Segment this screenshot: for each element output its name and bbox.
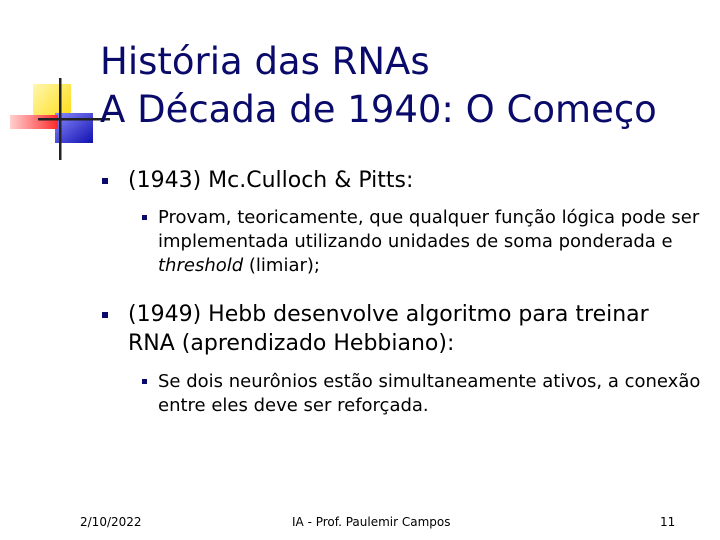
slide-title	[100, 38, 700, 134]
bullet-text: (1943) Mc.Culloch & Pitts:	[128, 168, 414, 193]
slide-title-line-2: A Década de 1940: O Começo	[100, 88, 657, 131]
sub-bullet-square-icon	[142, 379, 147, 384]
sub-bullet-text-part: Provam, teoricamente, que qualquer função lógica pode ser implementada utilizando unidades de soma ponderada e	[158, 207, 700, 252]
slide-title-line-1: História das RNAs	[100, 40, 430, 83]
sub-bullet-text	[158, 206, 703, 278]
footer-page-number: 11	[660, 515, 676, 529]
bullet-square-icon	[102, 178, 108, 184]
decorative-corner-graphic	[0, 0, 110, 170]
bullet-square-icon	[102, 312, 108, 318]
footer-author: IA - Prof. Paulemir Campos	[292, 515, 451, 529]
deco-red-bar	[10, 115, 58, 129]
sub-bullet-text-part: (limiar);	[243, 255, 320, 276]
sub-bullet-italic-term: threshold	[158, 255, 244, 276]
sub-bullet-square-icon	[142, 215, 147, 220]
bullet-text: (1949) Hebb desenvolve algoritmo para treinar RNA (aprendizado Hebbiano):	[128, 302, 649, 356]
sub-bullet-text: Se dois neurônios estão simultaneamente ativos, a conexão entre eles deve ser reforçada.	[158, 371, 701, 416]
footer-date: 2/10/2022	[80, 515, 142, 529]
